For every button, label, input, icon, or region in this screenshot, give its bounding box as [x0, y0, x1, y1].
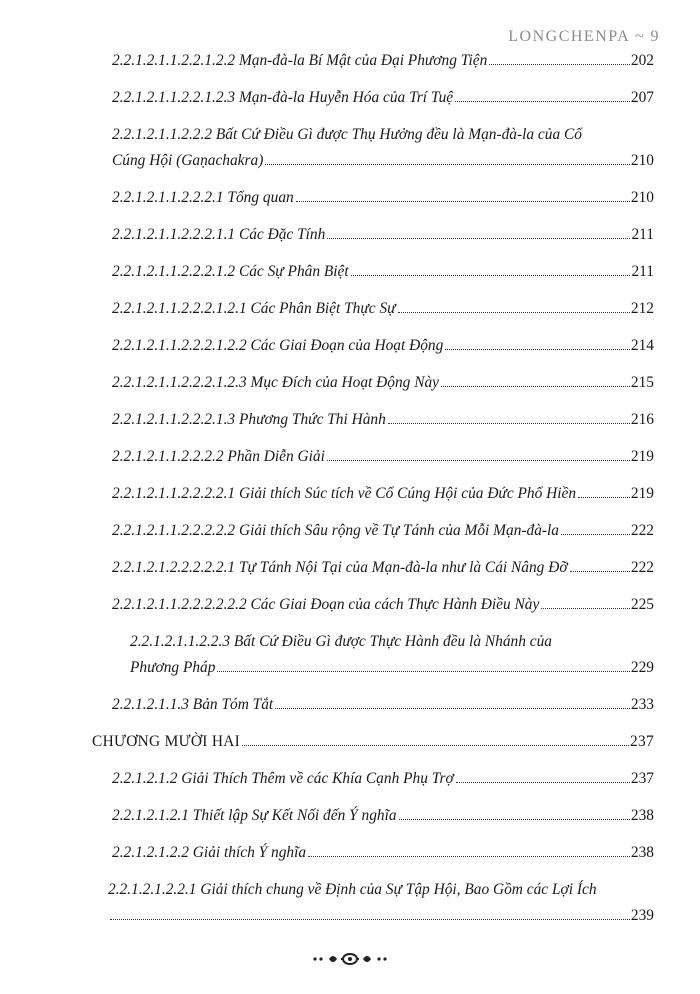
- leader-dots: [570, 571, 630, 572]
- toc-entry-page: 210: [630, 189, 654, 206]
- toc-entry[interactable]: [112, 483, 654, 505]
- toc-entry[interactable]: [108, 879, 654, 927]
- toc-entry-title-line1: 2.2.1.2.1.1.2.2.2 Bất Cứ Điều Gì được Thụ Hưởng đều là Mạn-đà-la của Cổ: [112, 126, 582, 143]
- leader-dots: [456, 782, 630, 783]
- toc-entry-page: 222: [630, 559, 654, 576]
- toc-entry-page: 237: [630, 770, 654, 787]
- toc-entry-title: 2.2.1.2.1.2.2.2.2.2.1 Tự Tánh Nội Tại của Mạn-đà-la như là Cái Nâng Đỡ: [112, 559, 568, 576]
- toc-entry[interactable]: [112, 298, 654, 320]
- leader-dots: [561, 534, 630, 535]
- toc-entry[interactable]: [112, 446, 654, 468]
- toc-entry[interactable]: [112, 372, 654, 394]
- toc-entry-title: 2.2.1.2.1.2 Giải Thích Thêm về các Khía Cạnh Phụ Trợ: [112, 770, 454, 787]
- toc-entry-page: 211: [631, 263, 654, 280]
- toc-entry-title: 2.2.1.2.1.1.2.2.2.1.2.3 Mục Đích của Hoạt Động Này: [112, 374, 440, 391]
- toc-entry-title: 2.2.1.2.1.1.2.2.2.2.2 Giải thích Sâu rộng về Tự Tánh của Mỗi Mạn-đà-la: [112, 522, 559, 539]
- leader-dots: [351, 275, 631, 276]
- leader-dots: [578, 497, 630, 498]
- toc-entry[interactable]: [112, 87, 654, 109]
- toc-entry[interactable]: [112, 557, 654, 579]
- toc-entry-page: 219: [630, 485, 654, 502]
- toc-chapter-title: CHƯƠNG MƯỜI HAI: [92, 733, 241, 750]
- toc-entry-page: 239: [630, 907, 654, 924]
- toc-entry[interactable]: [112, 335, 654, 357]
- leader-dots: [296, 201, 630, 202]
- toc-entry-page: 212: [630, 300, 654, 317]
- toc-entry-title: 2.2.1.2.1.2.1 Thiết lập Sự Kết Nối đến Ý nghĩa: [112, 807, 397, 824]
- toc-entry-page: 238: [630, 844, 654, 861]
- leader-dots: [275, 708, 630, 709]
- leader-dots: [398, 312, 630, 313]
- toc-entry-page: 225: [630, 596, 654, 613]
- toc-entry-title: 2.2.1.2.1.1.2.2.2.2.1 Giải thích Súc tích về Cổ Cúng Hội của Đức Phổ Hiền: [112, 485, 577, 502]
- toc-entry-page: 210: [630, 152, 654, 169]
- leader-dots: [541, 608, 630, 609]
- toc-entry-title-line1: 2.2.1.2.1.2.2.1 Giải thích chung về Định của Sự Tập Hội, Bao Gồm các Lợi Ích: [108, 881, 597, 898]
- toc-entry-title: 2.2.1.2.1.1.2.2.2.1.2.2 Các Giai Đoạn của Hoạt Động: [112, 337, 444, 354]
- toc-entry-page: 216: [630, 411, 654, 428]
- toc-entry-page: 214: [630, 337, 654, 354]
- toc-entry-title: 2.2.1.2.1.1.2.2.2.1.2.1 Các Phân Biệt Thực Sự: [112, 300, 396, 317]
- leader-dots: [441, 386, 630, 387]
- toc-entry[interactable]: [112, 805, 654, 827]
- toc-entry-title: 2.2.1.2.1.1.2.2.2.1.1 Các Đặc Tính: [112, 226, 326, 243]
- toc-entry-title-line1: 2.2.1.2.1.1.2.2.3 Bất Cứ Điều Gì được Thực Hành đều là Nhánh của: [130, 633, 552, 650]
- leader-dots: [327, 460, 630, 461]
- toc-entry-page: 238: [630, 807, 654, 824]
- leader-dots: [265, 164, 630, 165]
- toc-entry-title: 2.2.1.2.1.1.2.2.1.2.3 Mạn-đà-la Huyễn Hóa của Trí Tuệ: [112, 89, 454, 106]
- toc-entry-page: 207: [630, 89, 654, 106]
- toc-entry-title: 2.2.1.2.1.1.2.2.2.1.3 Phương Thức Thi Hành: [112, 411, 386, 428]
- toc-entry-title: 2.2.1.2.1.1.2.2.2.1 Tổng quan: [112, 189, 294, 206]
- toc-chapter-entry[interactable]: [92, 731, 654, 753]
- table-of-contents: [92, 50, 654, 927]
- leader-dots: [242, 745, 629, 746]
- leader-dots: [327, 238, 630, 239]
- toc-entry[interactable]: [112, 50, 654, 72]
- toc-entry-page: 222: [630, 522, 654, 539]
- leader-dots: [388, 423, 630, 424]
- toc-entry[interactable]: [112, 842, 654, 864]
- ornament-icon-graphic: [305, 947, 395, 967]
- leader-dots: [308, 856, 630, 857]
- toc-entry-page: 229: [630, 659, 654, 676]
- toc-entry-title: 2.2.1.2.1.1.2.2.2.2 Phần Diễn Giải: [112, 448, 325, 465]
- leader-dots: [489, 64, 630, 65]
- leader-dots: [217, 671, 629, 672]
- toc-entry[interactable]: [112, 768, 654, 790]
- toc-entry-title: 2.2.1.2.1.1.3 Bản Tóm Tắt: [112, 696, 274, 713]
- leader-dots: [399, 819, 630, 820]
- toc-entry[interactable]: [112, 224, 654, 246]
- ornament-icon: [0, 947, 700, 972]
- toc-entry-page: 202: [630, 52, 654, 69]
- toc-entry-title: 2.2.1.2.1.1.2.2.2.1.2 Các Sự Phân Biệt: [112, 263, 349, 280]
- toc-entry[interactable]: [112, 594, 654, 616]
- leader-dots: [110, 919, 630, 920]
- toc-entry[interactable]: [112, 520, 654, 542]
- running-header: LONGCHENPA ~ 9: [508, 28, 660, 45]
- toc-entry[interactable]: [112, 631, 654, 679]
- leader-dots: [455, 101, 630, 102]
- toc-entry[interactable]: [112, 187, 654, 209]
- toc-entry[interactable]: [112, 694, 654, 716]
- toc-entry-page: 233: [630, 696, 654, 713]
- leader-dots: [445, 349, 630, 350]
- toc-entry-page: 211: [631, 226, 654, 243]
- toc-entry-title: Phương Pháp: [130, 659, 216, 676]
- toc-entry[interactable]: [112, 409, 654, 431]
- toc-entry-title: 2.2.1.2.1.1.2.2.2.2.2.2 Các Giai Đoạn của cách Thực Hành Điều Này: [112, 596, 540, 613]
- toc-entry-title: 2.2.1.2.1.2.2 Giải thích Ý nghĩa: [112, 844, 307, 861]
- toc-entry-page: 215: [630, 374, 654, 391]
- toc-entry[interactable]: [112, 261, 654, 283]
- toc-entry-title: 2.2.1.2.1.1.2.2.1.2.2 Mạn-đà-la Bí Mật của Đại Phương Tiện: [112, 52, 488, 69]
- toc-entry-page: 237: [630, 733, 654, 750]
- toc-entry-page: 219: [630, 448, 654, 465]
- toc-entry[interactable]: [112, 124, 654, 172]
- toc-entry-title: Cúng Hội (Gaṇachakra): [112, 152, 264, 169]
